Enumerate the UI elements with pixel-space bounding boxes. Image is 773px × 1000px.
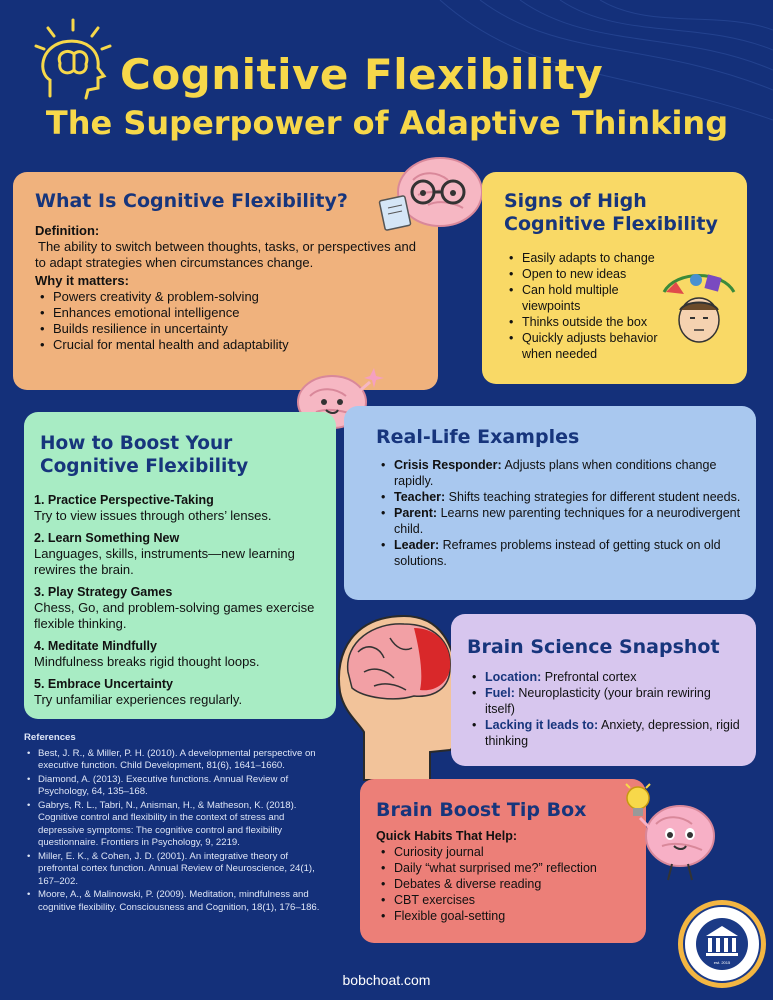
example-text: Adjusts plans when conditions change rapidly. [394,458,717,488]
list-item [467,685,744,717]
boost-item-title: 3. Play Strategy Games [34,585,173,599]
list-item: • Powers creativity & problem-solving [35,289,416,305]
signs-list [504,250,664,362]
boost-item [34,584,324,632]
boost-item [34,638,324,670]
tip-box-subheading: Quick Habits That Help: [376,829,517,843]
head-brain-icon [28,18,118,118]
list-item: • Debates & diverse reading [376,876,634,892]
fact-text: Anxiety, depression, rigid thinking [485,718,740,748]
list-item: • Easily adapts to change [504,250,664,266]
example-label: Teacher: [394,490,446,504]
references-section [24,732,324,915]
list-item: • Can hold multiple viewpoints [504,282,664,314]
reference-item: • Moore, A., & Malinowski, P. (2009). Meditation, mindfulness and cognitive flexibility. Consciousness and Cognition, 18(1), 176–186. [24,889,324,914]
what-is-heading: What Is Cognitive Flexibility? [35,190,348,212]
reference-item: • Best, J. R., & Miller, P. H. (2010). A developmental perspective on executive function. Child Development, 81(6), 1641–1660. [24,748,324,773]
reference-item: • Diamond, A. (2013). Executive functions. Annual Review of Psychology, 64, 135–168. [24,774,324,799]
footer-website[interactable]: bobchoat.com [342,972,431,988]
example-label: Parent: [394,506,438,520]
what-is-card [13,172,438,390]
boost-item [34,530,324,578]
page-title: Cognitive Flexibility [120,50,604,99]
boost-item-text: Chess, Go, and problem-solving games exercise flexible thinking. [34,600,315,631]
boost-item-text: Languages, skills, instruments—new learning rewires the brain. [34,546,295,577]
list-item: • Builds resilience in uncertainty [35,321,416,337]
brain-science-card [451,614,756,766]
boost-item [34,492,324,524]
page-subtitle: The Superpower of Adaptive Thinking [45,104,729,142]
reference-item: • Miller, E. K., & Cohen, J. D. (2001). An integrative theory of prefrontal cortex function. Annual Review of Neuroscience, 24(1), 167–202. [24,851,324,889]
fact-label: Location: [485,670,542,684]
why-label: Why it matters: [35,273,129,288]
list-item: • Curiosity journal [376,844,634,860]
fact-text: Neuroplasticity (your brain rewiring itself) [485,686,711,716]
definition-text: The ability to switch between thoughts, tasks, or perspectives and to adapt strategies when circumstances change. [35,239,416,270]
example-text: Reframes problems instead of getting stuck on old solutions. [394,538,721,568]
list-item: • Thinks outside the box [504,314,664,330]
list-item [376,537,742,569]
signs-heading: Signs of High Cognitive Flexibility [504,190,718,235]
boost-item [34,676,324,708]
list-item [376,505,742,537]
real-life-list [376,457,742,569]
reference-item: • Gabrys, R. L., Tabri, N., Anisman, H., & Matheson, K. (2018). Cognitive control and flexibility in the context of stress and depressive symptoms: The cognitive control and flexibility questionnaire. Frontiers in Psychology, 9, 2219. [24,800,324,850]
list-item: • Flexible goal-setting [376,908,634,924]
list-item: • Daily “what surprised me?” reflection [376,860,634,876]
example-text: Learns new parenting techniques for a neurodivergent child. [394,506,741,536]
example-label: Crisis Responder: [394,458,502,472]
fact-text: Prefrontal cortex [544,670,637,684]
list-item [467,669,744,685]
definition-label: Definition: [35,223,100,238]
boost-item-title: 1. Practice Perspective-Taking [34,493,214,507]
list-item: • Crucial for mental health and adaptability [35,337,416,353]
example-text: Shifts teaching strategies for different student needs. [448,490,741,504]
fact-label: Lacking it leads to: [485,718,599,732]
boost-item-text: Try to view issues through others’ lenses. [34,508,272,523]
boost-card [24,412,336,719]
thinking-head-icon [656,262,742,351]
tip-list [376,844,634,924]
brain-glasses-illustration [378,150,488,245]
list-item [467,717,744,749]
list-item: • Enhances emotional intelligence [35,305,416,321]
list-item [376,457,742,489]
real-life-card [344,406,756,600]
boost-item-text: Mindfulness breaks rigid thought loops. [34,654,260,669]
boost-item-text: Try unfamiliar experiences regularly. [34,692,243,707]
boost-heading: How to Boost Your Cognitive Flexibility [40,433,249,477]
list-item: • Open to new ideas [504,266,664,282]
fact-label: Fuel: [485,686,515,700]
lightbulb-brain-illustration [622,780,722,895]
references-heading: References [24,732,76,743]
svg-text:est. 2015: est. 2015 [713,960,731,965]
example-label: Leader: [394,538,440,552]
boost-item-title: 2. Learn Something New [34,531,180,545]
brain-science-heading: Brain Science Snapshot [467,636,720,658]
references-list [24,748,324,915]
boost-item-title: 5. Embrace Uncertainty [34,677,173,691]
brain-science-list [467,669,744,749]
boost-item-title: 4. Meditate Mindfully [34,639,157,653]
real-life-heading: Real-Life Examples [376,426,580,448]
list-item [376,489,742,505]
tip-box-card [360,779,646,943]
tip-box-heading: Brain Boost Tip Box [376,799,587,821]
list-item: • CBT exercises [376,892,634,908]
list-item: • Quickly adjusts behavior when needed [504,330,664,362]
why-list [35,289,416,353]
